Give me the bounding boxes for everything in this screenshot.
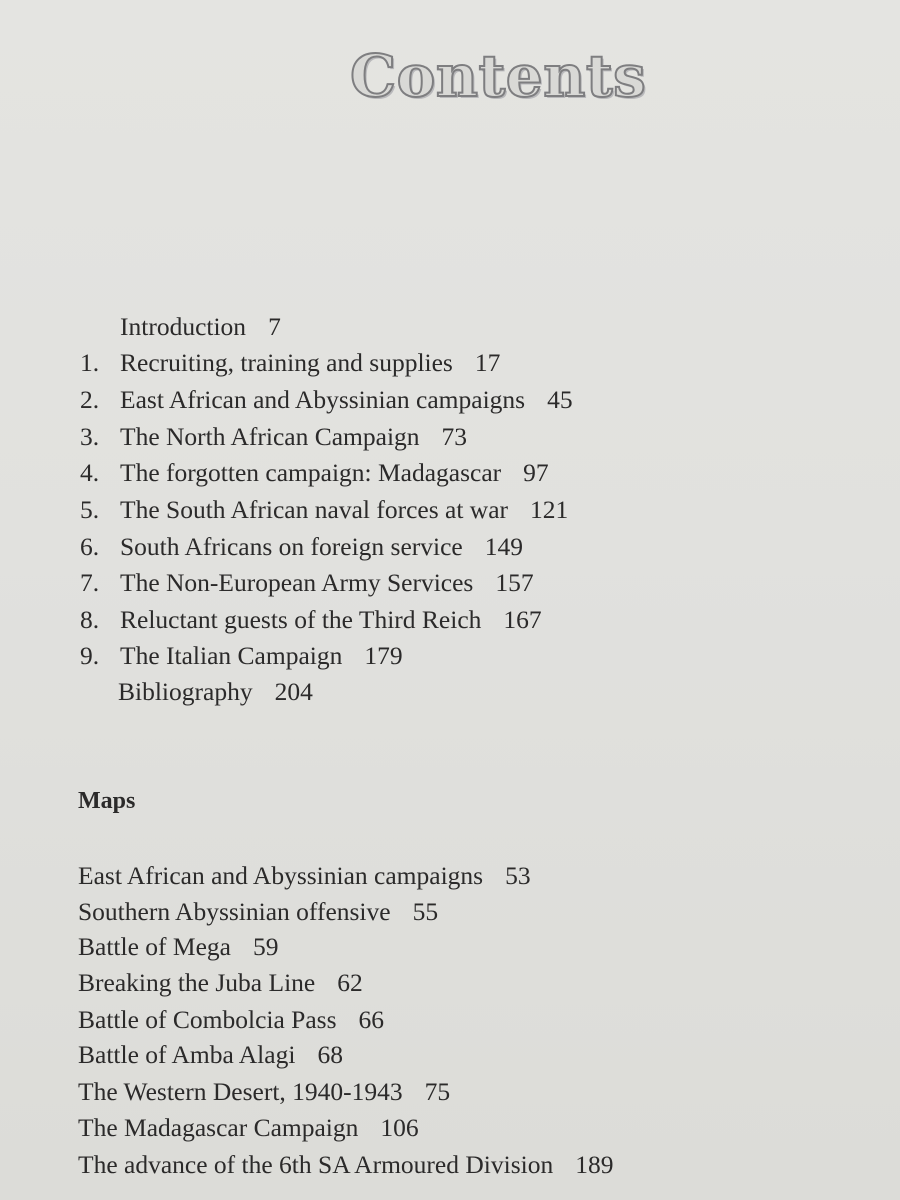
chapter-entry-8 — [80, 605, 542, 635]
chapter-title: The South African naval forces at war — [120, 495, 509, 524]
chapter-title: East African and Abyssinian campaigns — [120, 385, 526, 414]
chapter-title: Reluctant guests of the Third Reich — [120, 605, 482, 634]
maps-heading: Maps — [78, 788, 136, 814]
chapter-page: 73 — [441, 422, 468, 451]
chapter-entry-2 — [80, 385, 573, 415]
chapter-page: 7 — [268, 312, 281, 341]
map-entry — [78, 968, 363, 998]
map-title: The advance of the 6th SA Armoured Division — [78, 1150, 554, 1179]
chapter-entry-bibliography — [78, 677, 313, 707]
chapter-number: 9. — [80, 641, 100, 670]
chapter-page: 17 — [474, 348, 501, 377]
chapter-page: 45 — [547, 385, 573, 414]
map-page: 62 — [337, 968, 363, 997]
chapter-page: 97 — [523, 458, 549, 487]
map-entry — [78, 1150, 613, 1180]
chapter-title: The forgotten campaign: Madagascar — [120, 458, 502, 487]
chapter-title: The North African Campaign — [120, 422, 420, 451]
map-page: 189 — [575, 1150, 614, 1179]
chapter-number: 3. — [80, 422, 100, 451]
map-entry — [78, 1040, 343, 1070]
chapter-entry-7 — [80, 568, 534, 598]
chapter-title: Recruiting, training and supplies — [120, 348, 453, 377]
chapter-title: The Non-European Army Services — [120, 568, 474, 597]
chapter-entry-introduction — [80, 312, 281, 342]
chapter-number: 2. — [80, 385, 100, 414]
chapter-number: 5. — [80, 495, 100, 524]
map-entry — [78, 861, 531, 891]
chapter-title: Bibliography — [118, 677, 253, 706]
chapter-entry-9 — [80, 641, 403, 671]
chapter-entry-4 — [80, 458, 549, 488]
chapter-entry-5 — [80, 495, 568, 525]
map-title: Battle of Mega — [78, 932, 231, 961]
chapter-page: 157 — [495, 568, 534, 597]
map-page: 55 — [412, 897, 439, 926]
map-page: 66 — [358, 1005, 385, 1034]
page-title: Contents — [350, 42, 647, 110]
chapter-page: 204 — [274, 677, 313, 706]
map-entry — [78, 932, 278, 962]
chapter-number: 4. — [80, 458, 100, 487]
map-entry — [78, 1005, 384, 1035]
map-title: Breaking the Juba Line — [78, 968, 316, 997]
map-title: Battle of Amba Alagi — [78, 1040, 296, 1069]
chapter-entry-1 — [80, 348, 500, 378]
map-page: 106 — [380, 1113, 419, 1142]
chapter-title: The Italian Campaign — [120, 641, 343, 670]
chapter-number: 7. — [80, 568, 100, 597]
map-title: East African and Abyssinian campaigns — [78, 861, 484, 890]
map-page: 75 — [424, 1077, 451, 1106]
map-page: 68 — [317, 1040, 343, 1069]
chapter-page: 179 — [364, 641, 403, 670]
chapter-title: South Africans on foreign service — [120, 532, 463, 561]
chapter-entry-3 — [80, 422, 467, 452]
map-title: Southern Abyssinian offensive — [78, 897, 391, 926]
chapter-entry-6 — [80, 532, 523, 562]
chapter-page: 167 — [503, 605, 542, 634]
map-page: 53 — [505, 861, 531, 890]
map-title: The Madagascar Campaign — [78, 1113, 359, 1142]
chapter-number: 1. — [80, 348, 100, 377]
map-entry — [78, 1077, 450, 1107]
map-title: The Western Desert, 1940-1943 — [78, 1077, 403, 1106]
chapter-title: Introduction — [120, 312, 247, 341]
map-entry — [78, 897, 438, 927]
map-title: Battle of Combolcia Pass — [78, 1005, 337, 1034]
chapter-page: 121 — [530, 495, 569, 524]
map-entry — [78, 1113, 419, 1143]
chapter-number: 6. — [80, 532, 100, 561]
map-page: 59 — [252, 932, 279, 961]
chapter-page: 149 — [484, 532, 523, 561]
chapter-number: 8. — [80, 605, 100, 634]
